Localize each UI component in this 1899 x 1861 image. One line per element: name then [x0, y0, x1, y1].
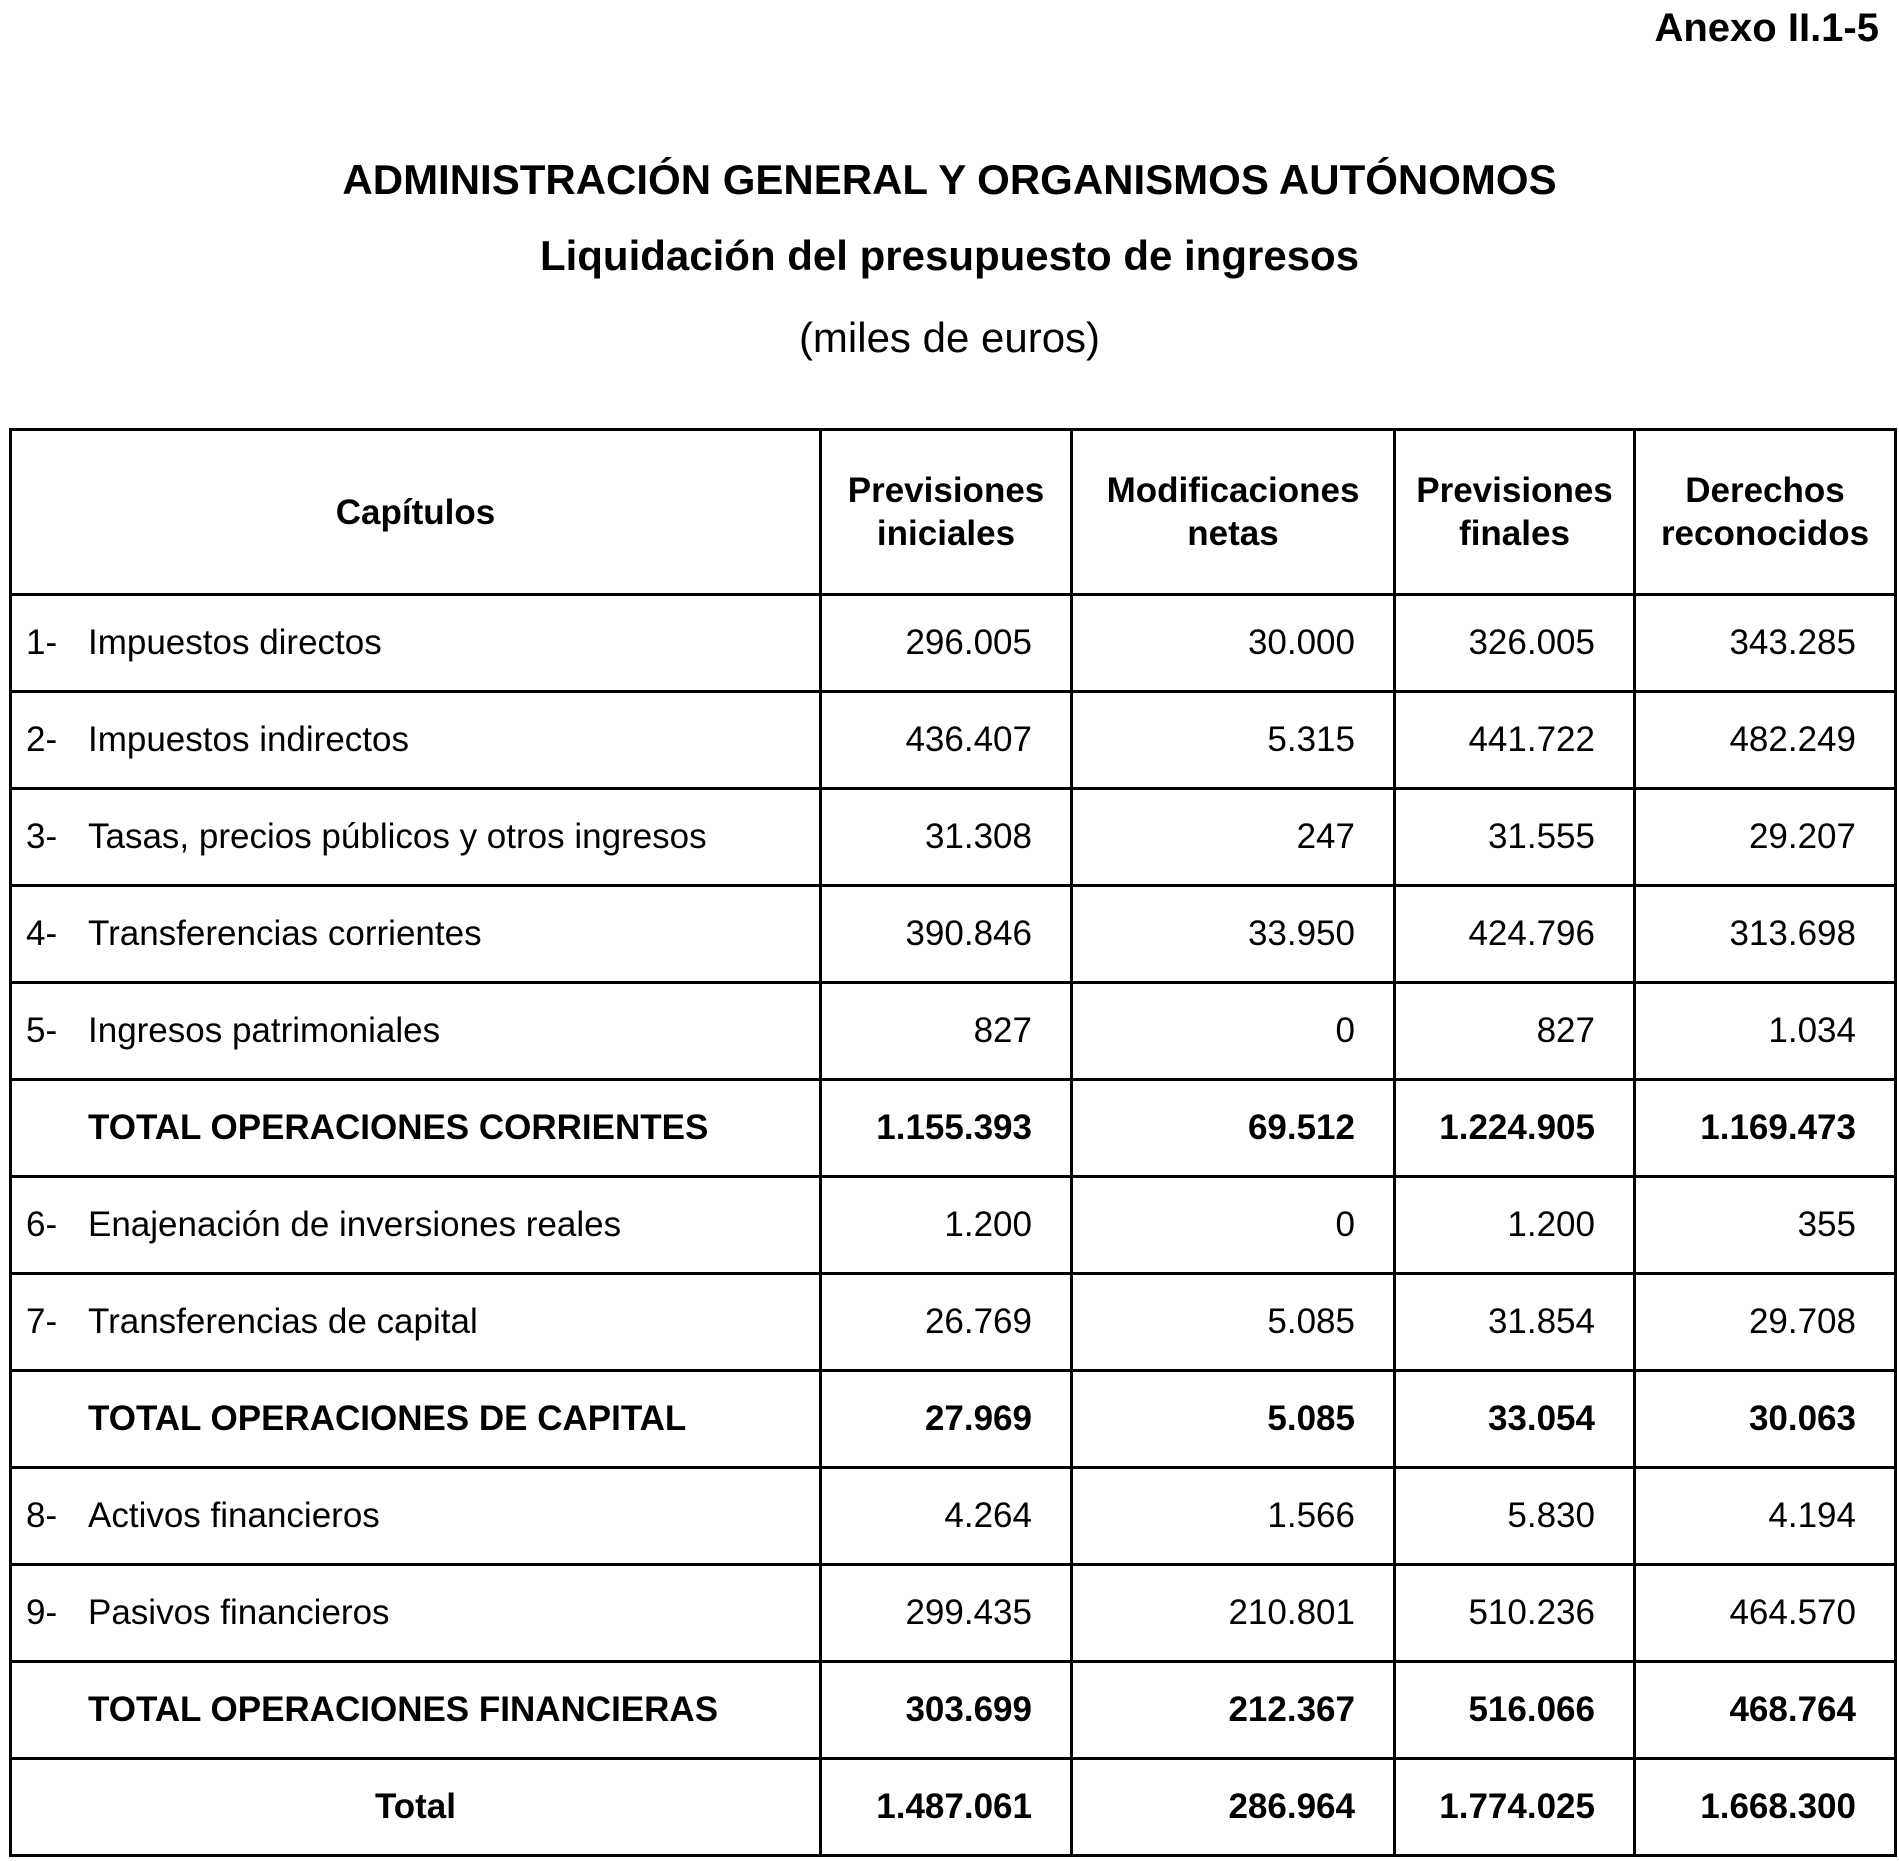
column-header-previsiones-finales: [1395, 430, 1635, 595]
chapter-number: 1-: [26, 623, 58, 662]
column-header-line: Previsiones: [1416, 471, 1613, 510]
chapter-name: Ingresos patrimoniales: [88, 1011, 441, 1050]
table-row: [11, 1177, 1896, 1274]
subtotal-label: TOTAL OPERACIONES FINANCIERAS: [88, 1690, 719, 1729]
cell-modificaciones-netas: 210.801: [1072, 1565, 1395, 1662]
cell-derechos-reconocidos: 29.708: [1635, 1274, 1896, 1371]
subtotal-row: [11, 1662, 1896, 1759]
cell-modificaciones-netas: 69.512: [1072, 1080, 1395, 1177]
table-row: [11, 789, 1896, 886]
column-header-line: Capítulos: [335, 492, 496, 532]
cell-previsiones-finales: 1.200: [1395, 1177, 1635, 1274]
column-header-line: Modificaciones: [1106, 471, 1360, 510]
annex-label: Anexo II.1-5: [1654, 6, 1879, 50]
cell-derechos-reconocidos: 464.570: [1635, 1565, 1896, 1662]
cell-previsiones-iniciales: 4.264: [821, 1468, 1072, 1565]
row-label-cell: [11, 789, 821, 886]
cell-previsiones-iniciales: 299.435: [821, 1565, 1072, 1662]
column-header-line: Derechos: [1685, 471, 1845, 510]
cell-previsiones-iniciales: 296.005: [821, 595, 1072, 692]
cell-derechos-reconocidos: 29.207: [1635, 789, 1896, 886]
table-row: [11, 1468, 1896, 1565]
row-label-cell: [11, 983, 821, 1080]
cell-previsiones-finales: 326.005: [1395, 595, 1635, 692]
units-note: (miles de euros): [798, 314, 1101, 361]
chapter-number: 3-: [26, 817, 58, 856]
cell-previsiones-iniciales: 436.407: [821, 692, 1072, 789]
chapter-number: 4-: [26, 914, 58, 953]
cell-previsiones-finales: 31.555: [1395, 789, 1635, 886]
budget-table: [9, 428, 1897, 1857]
row-label-cell: [11, 1662, 821, 1759]
row-label-cell: [11, 1565, 821, 1662]
cell-modificaciones-netas: 0: [1072, 983, 1395, 1080]
chapter-name: Pasivos financieros: [88, 1593, 390, 1632]
chapter-number: 9-: [26, 1593, 58, 1632]
column-header-line: netas: [1187, 514, 1279, 553]
chapter-number: 5-: [26, 1011, 58, 1050]
chapter-number: 6-: [26, 1205, 58, 1244]
document-subtitle: Liquidación del presupuesto de ingresos: [539, 232, 1360, 279]
cell-previsiones-iniciales: 390.846: [821, 886, 1072, 983]
cell-previsiones-iniciales: 303.699: [821, 1662, 1072, 1759]
table-row: [11, 1274, 1896, 1371]
row-label-cell: [11, 1080, 821, 1177]
document-title: ADMINISTRACIÓN GENERAL Y ORGANISMOS AUTÓNOMOS: [342, 156, 1557, 203]
cell-derechos-reconocidos: 1.034: [1635, 983, 1896, 1080]
cell-modificaciones-netas: 33.950: [1072, 886, 1395, 983]
column-header-previsiones-iniciales: [821, 430, 1072, 595]
chapter-name: Enajenación de inversiones reales: [88, 1205, 622, 1244]
row-label-cell: [11, 692, 821, 789]
cell-previsiones-finales: 31.854: [1395, 1274, 1635, 1371]
column-header-line: reconocidos: [1660, 514, 1870, 553]
chapter-number: 2-: [26, 720, 58, 759]
row-label-cell: [11, 1274, 821, 1371]
cell-previsiones-iniciales: 1.200: [821, 1177, 1072, 1274]
subtotal-label: TOTAL OPERACIONES DE CAPITAL: [88, 1399, 687, 1438]
row-label-cell: [11, 886, 821, 983]
chapter-name: Impuestos directos: [88, 623, 382, 662]
column-header-modificaciones-netas: [1072, 430, 1395, 595]
cell-derechos-reconocidos: 30.063: [1635, 1371, 1896, 1468]
cell-modificaciones-netas: 1.566: [1072, 1468, 1395, 1565]
cell-modificaciones-netas: 5.315: [1072, 692, 1395, 789]
cell-previsiones-finales: 5.830: [1395, 1468, 1635, 1565]
cell-previsiones-finales: 510.236: [1395, 1565, 1635, 1662]
cell-derechos-reconocidos: 1.169.473: [1635, 1080, 1896, 1177]
cell-modificaciones-netas: 247: [1072, 789, 1395, 886]
chapter-name: Activos financieros: [88, 1496, 380, 1535]
cell-previsiones-finales: 827: [1395, 983, 1635, 1080]
cell-derechos-reconocidos: 1.668.300: [1635, 1759, 1896, 1856]
cell-previsiones-iniciales: 26.769: [821, 1274, 1072, 1371]
row-label-cell: [11, 1177, 821, 1274]
cell-previsiones-finales: 424.796: [1395, 886, 1635, 983]
cell-previsiones-iniciales: 1.155.393: [821, 1080, 1072, 1177]
cell-derechos-reconocidos: 468.764: [1635, 1662, 1896, 1759]
total-row: [11, 1759, 1896, 1856]
cell-previsiones-finales: 33.054: [1395, 1371, 1635, 1468]
cell-previsiones-iniciales: 827: [821, 983, 1072, 1080]
table-row: [11, 692, 1896, 789]
cell-modificaciones-netas: 0: [1072, 1177, 1395, 1274]
column-header-line: Previsiones: [847, 471, 1045, 510]
column-header-line: iniciales: [876, 514, 1016, 553]
cell-derechos-reconocidos: 355: [1635, 1177, 1896, 1274]
cell-modificaciones-netas: 5.085: [1072, 1274, 1395, 1371]
chapter-name: Transferencias corrientes: [88, 914, 482, 953]
cell-previsiones-finales: 441.722: [1395, 692, 1635, 789]
cell-previsiones-iniciales: 31.308: [821, 789, 1072, 886]
total-label: Total: [11, 1759, 821, 1856]
column-header-capitulos: [11, 430, 821, 595]
column-header-line: finales: [1459, 514, 1570, 553]
chapter-name: Tasas, precios públicos y otros ingresos: [88, 817, 707, 856]
cell-previsiones-finales: 1.224.905: [1395, 1080, 1635, 1177]
chapter-number: 7-: [26, 1302, 58, 1341]
chapter-name: Impuestos indirectos: [88, 720, 409, 759]
chapter-name: Transferencias de capital: [88, 1302, 478, 1341]
cell-previsiones-finales: 516.066: [1395, 1662, 1635, 1759]
cell-modificaciones-netas: 5.085: [1072, 1371, 1395, 1468]
chapter-number: 8-: [26, 1496, 58, 1535]
cell-derechos-reconocidos: 313.698: [1635, 886, 1896, 983]
table-row: [11, 1565, 1896, 1662]
cell-previsiones-iniciales: 27.969: [821, 1371, 1072, 1468]
row-label-cell: [11, 1371, 821, 1468]
subtotal-row: [11, 1080, 1896, 1177]
subtotal-label: TOTAL OPERACIONES CORRIENTES: [88, 1108, 709, 1147]
cell-previsiones-finales: 1.774.025: [1395, 1759, 1635, 1856]
row-label-cell: [11, 595, 821, 692]
cell-derechos-reconocidos: 482.249: [1635, 692, 1896, 789]
subtotal-row: [11, 1371, 1896, 1468]
row-label-cell: [11, 1468, 821, 1565]
table-row: [11, 886, 1896, 983]
cell-previsiones-iniciales: 1.487.061: [821, 1759, 1072, 1856]
table-row: [11, 983, 1896, 1080]
cell-modificaciones-netas: 212.367: [1072, 1662, 1395, 1759]
cell-derechos-reconocidos: 343.285: [1635, 595, 1896, 692]
cell-modificaciones-netas: 286.964: [1072, 1759, 1395, 1856]
cell-derechos-reconocidos: 4.194: [1635, 1468, 1896, 1565]
table-row: [11, 595, 1896, 692]
cell-modificaciones-netas: 30.000: [1072, 595, 1395, 692]
header-row: [11, 430, 1896, 595]
column-header-derechos-reconocidos: [1635, 430, 1896, 595]
